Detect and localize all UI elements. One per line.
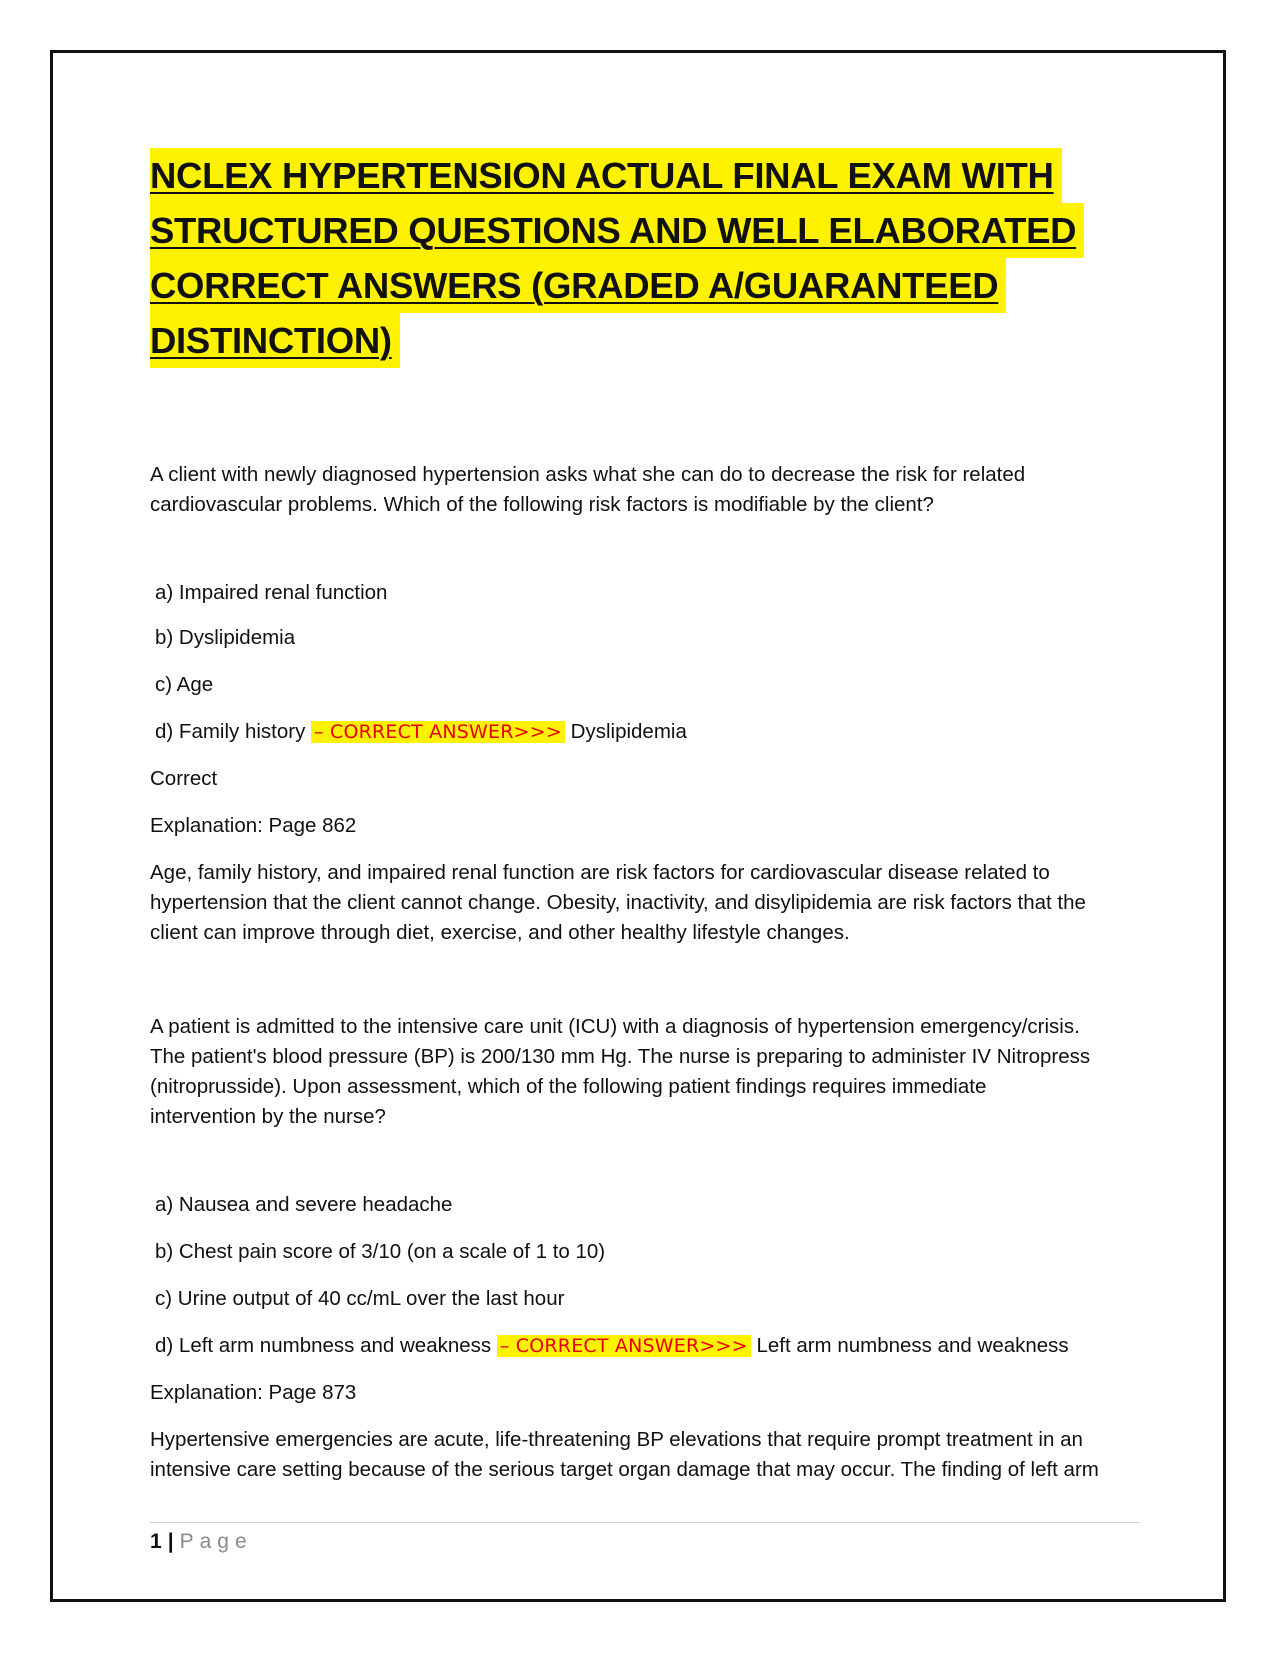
page-number: 1 bbox=[150, 1530, 162, 1553]
option-b: b) Chest pain score of 3/10 (on a scale of 1 to 10) bbox=[155, 1240, 606, 1263]
question-stem bbox=[150, 460, 1140, 520]
stem-line: (nitroprusside). Upon assessment, which of the following patient findings requires immediate bbox=[150, 1075, 987, 1098]
title-line: NCLEX HYPERTENSION ACTUAL FINAL EXAM WITH bbox=[150, 148, 1062, 203]
option-text: d) Left arm numbness and weakness bbox=[155, 1334, 497, 1357]
explanation-line: Age, family history, and impaired renal function are risk factors for cardiovascular disease related to bbox=[150, 861, 1050, 884]
option-c: c) Urine output of 40 cc/mL over the last hour bbox=[155, 1287, 565, 1310]
explanation-text bbox=[150, 1425, 1140, 1485]
question-1 bbox=[150, 460, 1140, 948]
option-b: b) Dyslipidemia bbox=[155, 626, 296, 649]
correct-answer-marker: – CORRECT ANSWER>>> bbox=[497, 1335, 751, 1357]
option-a: a) Impaired renal function bbox=[155, 581, 388, 604]
option-d bbox=[150, 1331, 1140, 1361]
stem-line: cardiovascular problems. Which of the following risk factors is modifiable by the client? bbox=[150, 493, 934, 516]
option-c: c) Age bbox=[155, 673, 214, 696]
explanation-reference: Explanation: Page 873 bbox=[150, 1381, 357, 1404]
answer-status: Correct bbox=[150, 767, 218, 790]
stem-line: intervention by the nurse? bbox=[150, 1105, 386, 1128]
stem-line: A client with newly diagnosed hypertension asks what she can do to decrease the risk for related bbox=[150, 463, 1026, 486]
correct-answer-text: Left arm numbness and weakness bbox=[750, 1334, 1069, 1357]
title-line: DISTINCTION) bbox=[150, 313, 400, 368]
correct-answer-text: Dyslipidemia bbox=[564, 720, 687, 743]
explanation-line: Hypertensive emergencies are acute, life-threatening BP elevations that require prompt treatment in an bbox=[150, 1428, 1083, 1451]
stem-line: The patient's blood pressure (BP) is 200/130 mm Hg. The nurse is preparing to administer IV Nitropress bbox=[150, 1045, 1091, 1068]
title-line: STRUCTURED QUESTIONS AND WELL ELABORATED bbox=[150, 203, 1084, 258]
explanation-reference: Explanation: Page 862 bbox=[150, 814, 357, 837]
explanation-text bbox=[150, 858, 1140, 948]
page-footer bbox=[150, 1527, 253, 1557]
document-title bbox=[150, 148, 1140, 368]
option-d bbox=[150, 717, 1140, 747]
footer-separator: | bbox=[167, 1530, 174, 1553]
footer-divider bbox=[150, 1522, 1140, 1523]
explanation-line: hypertension that the client cannot change. Obesity, inactivity, and disylipidemia are risk factors that the bbox=[150, 891, 1086, 914]
question-2 bbox=[150, 1012, 1140, 1485]
option-a: a) Nausea and severe headache bbox=[155, 1193, 453, 1216]
question-stem bbox=[150, 1012, 1140, 1132]
stem-line: A patient is admitted to the intensive care unit (ICU) with a diagnosis of hypertension emergency/crisis. bbox=[150, 1015, 1080, 1038]
option-text: d) Family history bbox=[155, 720, 312, 743]
explanation-line: intensive care setting because of the serious target organ damage that may occur. The finding of left arm bbox=[150, 1458, 1099, 1481]
correct-answer-marker: – CORRECT ANSWER>>> bbox=[311, 721, 565, 743]
title-line: CORRECT ANSWERS (GRADED A/GUARANTEED bbox=[150, 258, 1006, 313]
document-body bbox=[150, 148, 1140, 1485]
page-label: Page bbox=[179, 1530, 253, 1553]
explanation-line: client can improve through diet, exercise, and other healthy lifestyle changes. bbox=[150, 921, 850, 944]
